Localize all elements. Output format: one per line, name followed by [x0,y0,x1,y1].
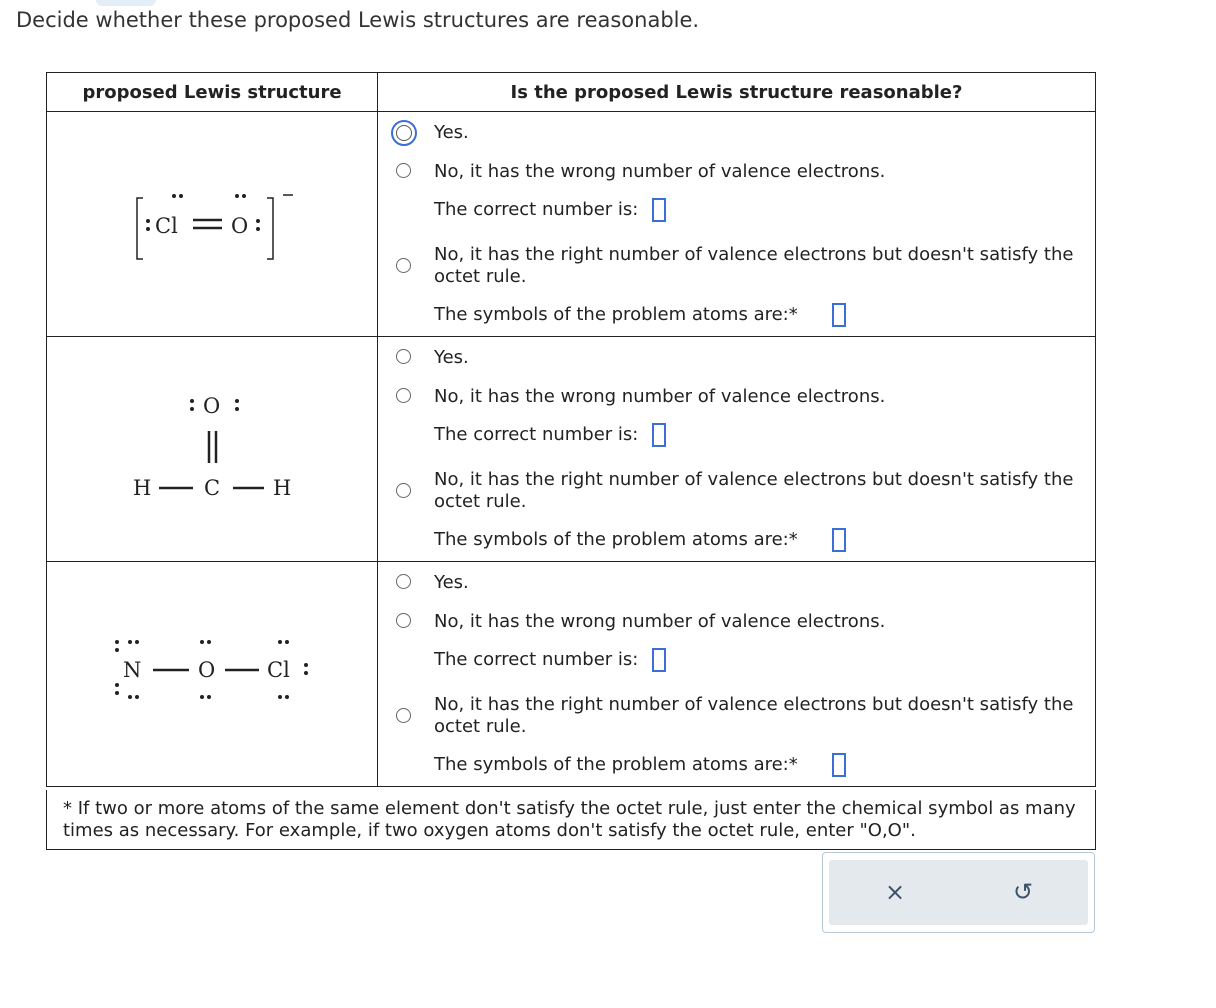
radio-wrong-count-1[interactable] [396,163,411,178]
col-header-structure: proposed Lewis structure [47,73,378,112]
correct-number-row-3: The correct number is: [434,648,666,672]
correct-number-input-3[interactable] [652,648,666,672]
structure-3 [47,562,378,787]
radio-yes-1[interactable] [391,120,417,146]
footnote: * If two or more atoms of the same element don't satisfy the octet rule, just enter the chemical symbol as many times as necessary. For example, if two oxygen atoms don't satisfy the octet rule, enter "O,O". [46,790,1096,850]
radio-octet-2[interactable] [396,483,411,498]
option-wrong-count-2: No, it has the wrong number of valence electrons. [434,386,886,407]
atom-h-left: H [133,476,152,500]
problem-atoms-row-2: The symbols of the problem atoms are:* [434,528,846,552]
atom-o: O [231,214,249,238]
correct-number-row-1: The correct number is: [434,198,666,222]
atom-cl: Cl [155,214,178,238]
atom-o: O [203,394,221,418]
atom-n: N [123,658,142,682]
atom-c: C [204,476,221,500]
undo-icon: ↺ [1013,878,1034,906]
atom-o: O [198,658,216,682]
atom-h-right: H [273,476,292,500]
option-yes-2: Yes. [434,347,469,368]
action-bar [822,852,1095,933]
top-tab [96,0,156,6]
radio-octet-3[interactable] [396,708,411,723]
structure-1 [47,112,378,337]
option-octet-2: No, it has the right number of valence electrons but doesn't satisfy the octet rule. [434,469,1074,512]
atom-cl: Cl [267,658,290,682]
option-wrong-count-3: No, it has the wrong number of valence electrons. [434,611,886,632]
problem-atoms-input-2[interactable] [832,528,846,552]
radio-yes-2[interactable] [396,349,411,364]
close-icon: × [885,878,906,906]
structure-2 [47,337,378,562]
option-octet-3: No, it has the right number of valence electrons but doesn't satisfy the octet rule. [434,694,1074,737]
radio-octet-1[interactable] [396,258,411,273]
prompt-text: Decide whether these proposed Lewis structures are reasonable. [16,8,700,32]
option-yes-1: Yes. [434,122,469,143]
answer-cell-3 [378,562,1096,787]
problem-atoms-input-1[interactable] [832,303,846,327]
problem-atoms-input-3[interactable] [832,753,846,777]
correct-number-input-1[interactable] [652,198,666,222]
correct-number-row-2: The correct number is: [434,423,666,447]
answer-cell-1 [378,112,1096,337]
col-header-answer: Is the proposed Lewis structure reasonable? [378,73,1096,112]
answer-cell-2 [378,337,1096,562]
radio-wrong-count-3[interactable] [396,613,411,628]
radio-wrong-count-2[interactable] [396,388,411,403]
option-yes-3: Yes. [434,572,469,593]
problem-atoms-row-1: The symbols of the problem atoms are:* [434,303,846,327]
correct-number-input-2[interactable] [652,423,666,447]
option-wrong-count-1: No, it has the wrong number of valence electrons. [434,161,886,182]
lewis-table [46,72,1096,787]
radio-yes-3[interactable] [396,574,411,589]
undo-button[interactable] [1013,878,1033,906]
option-octet-1: No, it has the right number of valence electrons but doesn't satisfy the octet rule. [434,244,1074,287]
problem-atoms-row-3: The symbols of the problem atoms are:* [434,753,846,777]
clear-button[interactable] [885,878,905,906]
